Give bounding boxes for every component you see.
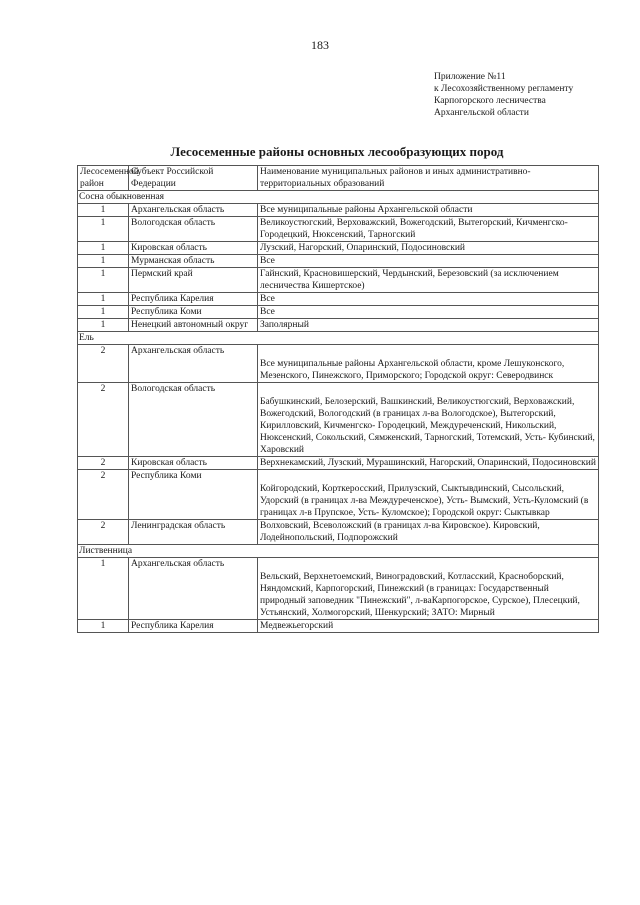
cell-subject: Республика Карелия bbox=[129, 293, 258, 306]
header-areas: Наименование муниципальных районов и иных административно-территориальных образований bbox=[258, 166, 599, 191]
cell-areas: Верхнекамский, Лузский, Мурашинский, Нагорский, Опаринский, Подосиновский bbox=[258, 457, 599, 470]
cell-district: 1 bbox=[78, 293, 129, 306]
table-row bbox=[78, 383, 599, 457]
section-row bbox=[78, 191, 599, 204]
cell-areas: Медвежьегорский bbox=[258, 620, 599, 633]
cell-district: 1 bbox=[78, 255, 129, 268]
table-row bbox=[78, 470, 599, 520]
cell-subject: Республика Коми bbox=[129, 470, 258, 520]
table-body bbox=[78, 191, 599, 633]
appendix-line-3: Карпогорского лесничества bbox=[434, 96, 546, 106]
appendix-line-4: Архангельской области bbox=[434, 108, 529, 118]
cell-areas: Бабушкинский, Белозерский, Вашкинский, Великоустюгский, Верховажский, Вожегодский, Вологодский (в границах л-ва Вологодское), Вытегорский, Кирилловский, Кичменгско- Городецкий, Междуреченский, Никольский, Нюксенский, Сокольский, Сямженский, Тарногский, Тотемский, Усть- Кубинский, Харовский bbox=[258, 383, 599, 457]
cell-subject: Ненецкий автономный округ bbox=[129, 319, 258, 332]
cell-subject: Мурманская область bbox=[129, 255, 258, 268]
cell-areas: Все bbox=[258, 255, 599, 268]
cell-subject: Пермский край bbox=[129, 268, 258, 293]
document-title: Лесосеменные районы основных лесообразующих пород bbox=[170, 144, 504, 159]
seed-zones-table-container bbox=[77, 165, 598, 633]
appendix-line-2: к Лесохозяйственному регламенту bbox=[434, 84, 574, 94]
cell-district: 1 bbox=[78, 306, 129, 319]
section-row bbox=[78, 332, 599, 345]
table-row bbox=[78, 620, 599, 633]
table-row bbox=[78, 217, 599, 242]
table-row bbox=[78, 306, 599, 319]
cell-areas: Великоустюгский, Верховажский, Вожегодский, Вытегорский, Кичменгско-Городецкий, Нюксенский, Тарногский bbox=[258, 217, 599, 242]
table-row bbox=[78, 319, 599, 332]
cell-district: 1 bbox=[78, 268, 129, 293]
cell-areas: Все муниципальные районы Архангельской области, кроме Лешуконского, Мезенского, Пинежского, Приморского; Городской округ: Северодвинск bbox=[258, 345, 599, 383]
cell-areas: Все bbox=[258, 306, 599, 319]
section-name: Сосна обыкновенная bbox=[78, 191, 599, 204]
cell-subject: Республика Коми bbox=[129, 306, 258, 319]
appendix-line-1: Приложение №11 bbox=[434, 72, 506, 82]
cell-areas: Все bbox=[258, 293, 599, 306]
section-name: Ель bbox=[78, 332, 599, 345]
cell-areas: Лузский, Нагорский, Опаринский, Подосиновский bbox=[258, 242, 599, 255]
cell-subject: Вологодская область bbox=[129, 383, 258, 457]
cell-district: 2 bbox=[78, 383, 129, 457]
cell-subject: Республика Карелия bbox=[129, 620, 258, 633]
cell-district: 2 bbox=[78, 457, 129, 470]
table-row bbox=[78, 520, 599, 545]
cell-areas: Волховский, Всеволожский (в границах л-ва Кировское). Кировский, Лодейнопольский, Подпорожский bbox=[258, 520, 599, 545]
seed-zones-table bbox=[77, 165, 599, 633]
cell-district: 1 bbox=[78, 217, 129, 242]
cell-subject: Кировская область bbox=[129, 457, 258, 470]
cell-subject: Ленинградская область bbox=[129, 520, 258, 545]
cell-district: 1 bbox=[78, 620, 129, 633]
cell-areas: Койгородский, Корткеросский, Прилузский, Сыктывдинский, Сысольский, Удорский (в границах л-ва Междуреченское), Усть- Вымский, Усть-Куломский (в границах л-в Прупское, Усть- Куломское); Городской округ: Сыктывкар bbox=[258, 470, 599, 520]
cell-district: 2 bbox=[78, 345, 129, 383]
cell-district: 1 bbox=[78, 558, 129, 620]
table-row bbox=[78, 558, 599, 620]
section-row bbox=[78, 545, 599, 558]
table-row bbox=[78, 204, 599, 217]
cell-areas: Вельский, Верхнетоемский, Виноградовский, Котласский, Красноборский, Няндомский, Карпогорский, Пинежский (в границах: Государственный природный заповедник "Пинежский", л-ваКарпогорское, Сурское), Плесецкий, Устьянский, Холмогорский, Шенкурский; ЗАТО: Мирный bbox=[258, 558, 599, 620]
cell-district: 1 bbox=[78, 204, 129, 217]
cell-areas: Все муниципальные районы Архангельской области bbox=[258, 204, 599, 217]
table-header-row bbox=[78, 166, 599, 191]
table-row bbox=[78, 255, 599, 268]
cell-subject: Кировская область bbox=[129, 242, 258, 255]
cell-district: 2 bbox=[78, 470, 129, 520]
cell-areas: Заполярный bbox=[258, 319, 599, 332]
cell-subject: Архангельская область bbox=[129, 204, 258, 217]
header-subject: Субъект Российской Федерации bbox=[129, 166, 258, 191]
cell-district: 1 bbox=[78, 242, 129, 255]
table-row bbox=[78, 268, 599, 293]
cell-district: 1 bbox=[78, 319, 129, 332]
section-name: Лиственница bbox=[78, 545, 599, 558]
table-row bbox=[78, 345, 599, 383]
cell-subject: Архангельская область bbox=[129, 558, 258, 620]
table-row bbox=[78, 457, 599, 470]
cell-subject: Архангельская область bbox=[129, 345, 258, 383]
table-row bbox=[78, 293, 599, 306]
cell-district: 2 bbox=[78, 520, 129, 545]
header-district: Лесосеменной район bbox=[78, 166, 129, 191]
cell-subject: Вологодская область bbox=[129, 217, 258, 242]
page-number: 183 bbox=[311, 38, 329, 52]
cell-areas: Гайнский, Красновишерский, Чердынский, Березовский (за исключением лесничества Кишертское) bbox=[258, 268, 599, 293]
table-row bbox=[78, 242, 599, 255]
appendix-note bbox=[434, 71, 634, 119]
